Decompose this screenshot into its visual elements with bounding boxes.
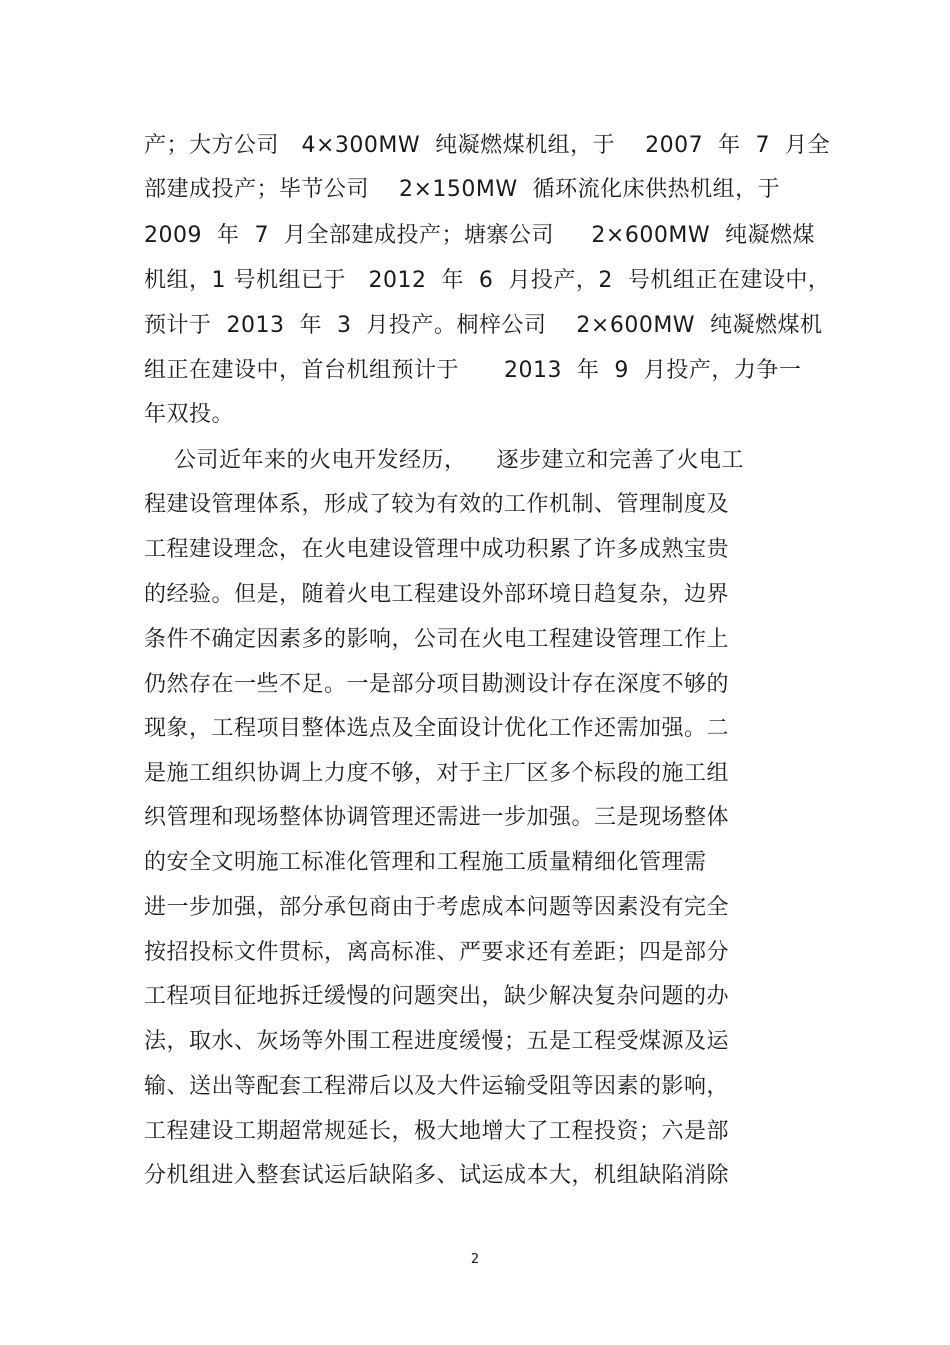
text-line: 仍然存在一些不足。一是部分项目勘测设计存在深度不够的 — [144, 672, 730, 697]
text-line: 输、送出等配套工程滞后以及大件运输受阻等因素的影响， — [144, 1074, 730, 1099]
page-number: 2 — [470, 1252, 480, 1267]
text-line: 织管理和现场整体协调管理还需进一步加强。三是现场整体 — [144, 805, 730, 830]
text-line: 分机组进入整套试运后缺陷多、试运成本大，机组缺陷消除 — [144, 1163, 730, 1188]
text-line: 预计于 2013 年 3 月投产。桐梓公司 2×600MW 纯凝燃煤机 — [144, 313, 823, 338]
text-line: 组正在建设中，首台机组预计于 2013 年 9 月投产，力争一 — [144, 358, 802, 383]
text-line: 程建设管理体系，形成了较为有效的工作机制、管理制度及 — [144, 492, 730, 517]
text-line: 工程建设工期超常规延长，极大地增大了工程投资；六是部 — [144, 1119, 730, 1144]
text-line: 法，取水、灰场等外围工程进度缓慢；五是工程受煤源及运 — [144, 1029, 730, 1054]
text-line: 的经验。但是，随着火电工程建设外部环境日趋复杂，边界 — [144, 582, 730, 607]
text-line: 是施工组织协调上力度不够，对于主厂区多个标段的施工组 — [144, 761, 730, 786]
text-line: 条件不确定因素多的影响，公司在火电工程建设管理工作上 — [144, 627, 730, 652]
text-line: 进一步加强，部分承包商由于考虑成本问题等因素没有完全 — [144, 895, 730, 920]
text-line: 部建成投产；毕节公司 2×150MW 循环流化床供热机组，于 — [144, 177, 781, 202]
text-line: 现象，工程项目整体选点及全面设计优化工作还需加强。二 — [144, 716, 730, 741]
text-line: 工程建设理念，在火电建设管理中成功积累了许多成熟宝贵 — [144, 537, 730, 562]
text-line: 年双投。 — [144, 402, 235, 427]
text-line: 的安全文明施工标准化管理和工程施工质量精细化管理需 — [144, 850, 707, 875]
text-line: 按招投标文件贯标，离高标准、严要求还有差距；四是部分 — [144, 940, 730, 965]
text-line: 机组，1 号机组已于 2012 年 6 月投产，2 号机组正在建设中， — [144, 268, 831, 293]
text-line: 2009 年 7 月全部建成投产；塘寨公司 2×600MW 纯凝燃煤 — [144, 223, 816, 248]
text-line: 工程项目征地拆迁缓慢的问题突出，缺少解决复杂问题的办 — [144, 984, 730, 1009]
text-line: 公司近年来的火电开发经历， 逐步建立和完善了火电工 — [144, 448, 744, 473]
text-line: 产；大方公司 4×300MW 纯凝燃煤机组，于 2007 年 7 月全 — [144, 133, 831, 158]
